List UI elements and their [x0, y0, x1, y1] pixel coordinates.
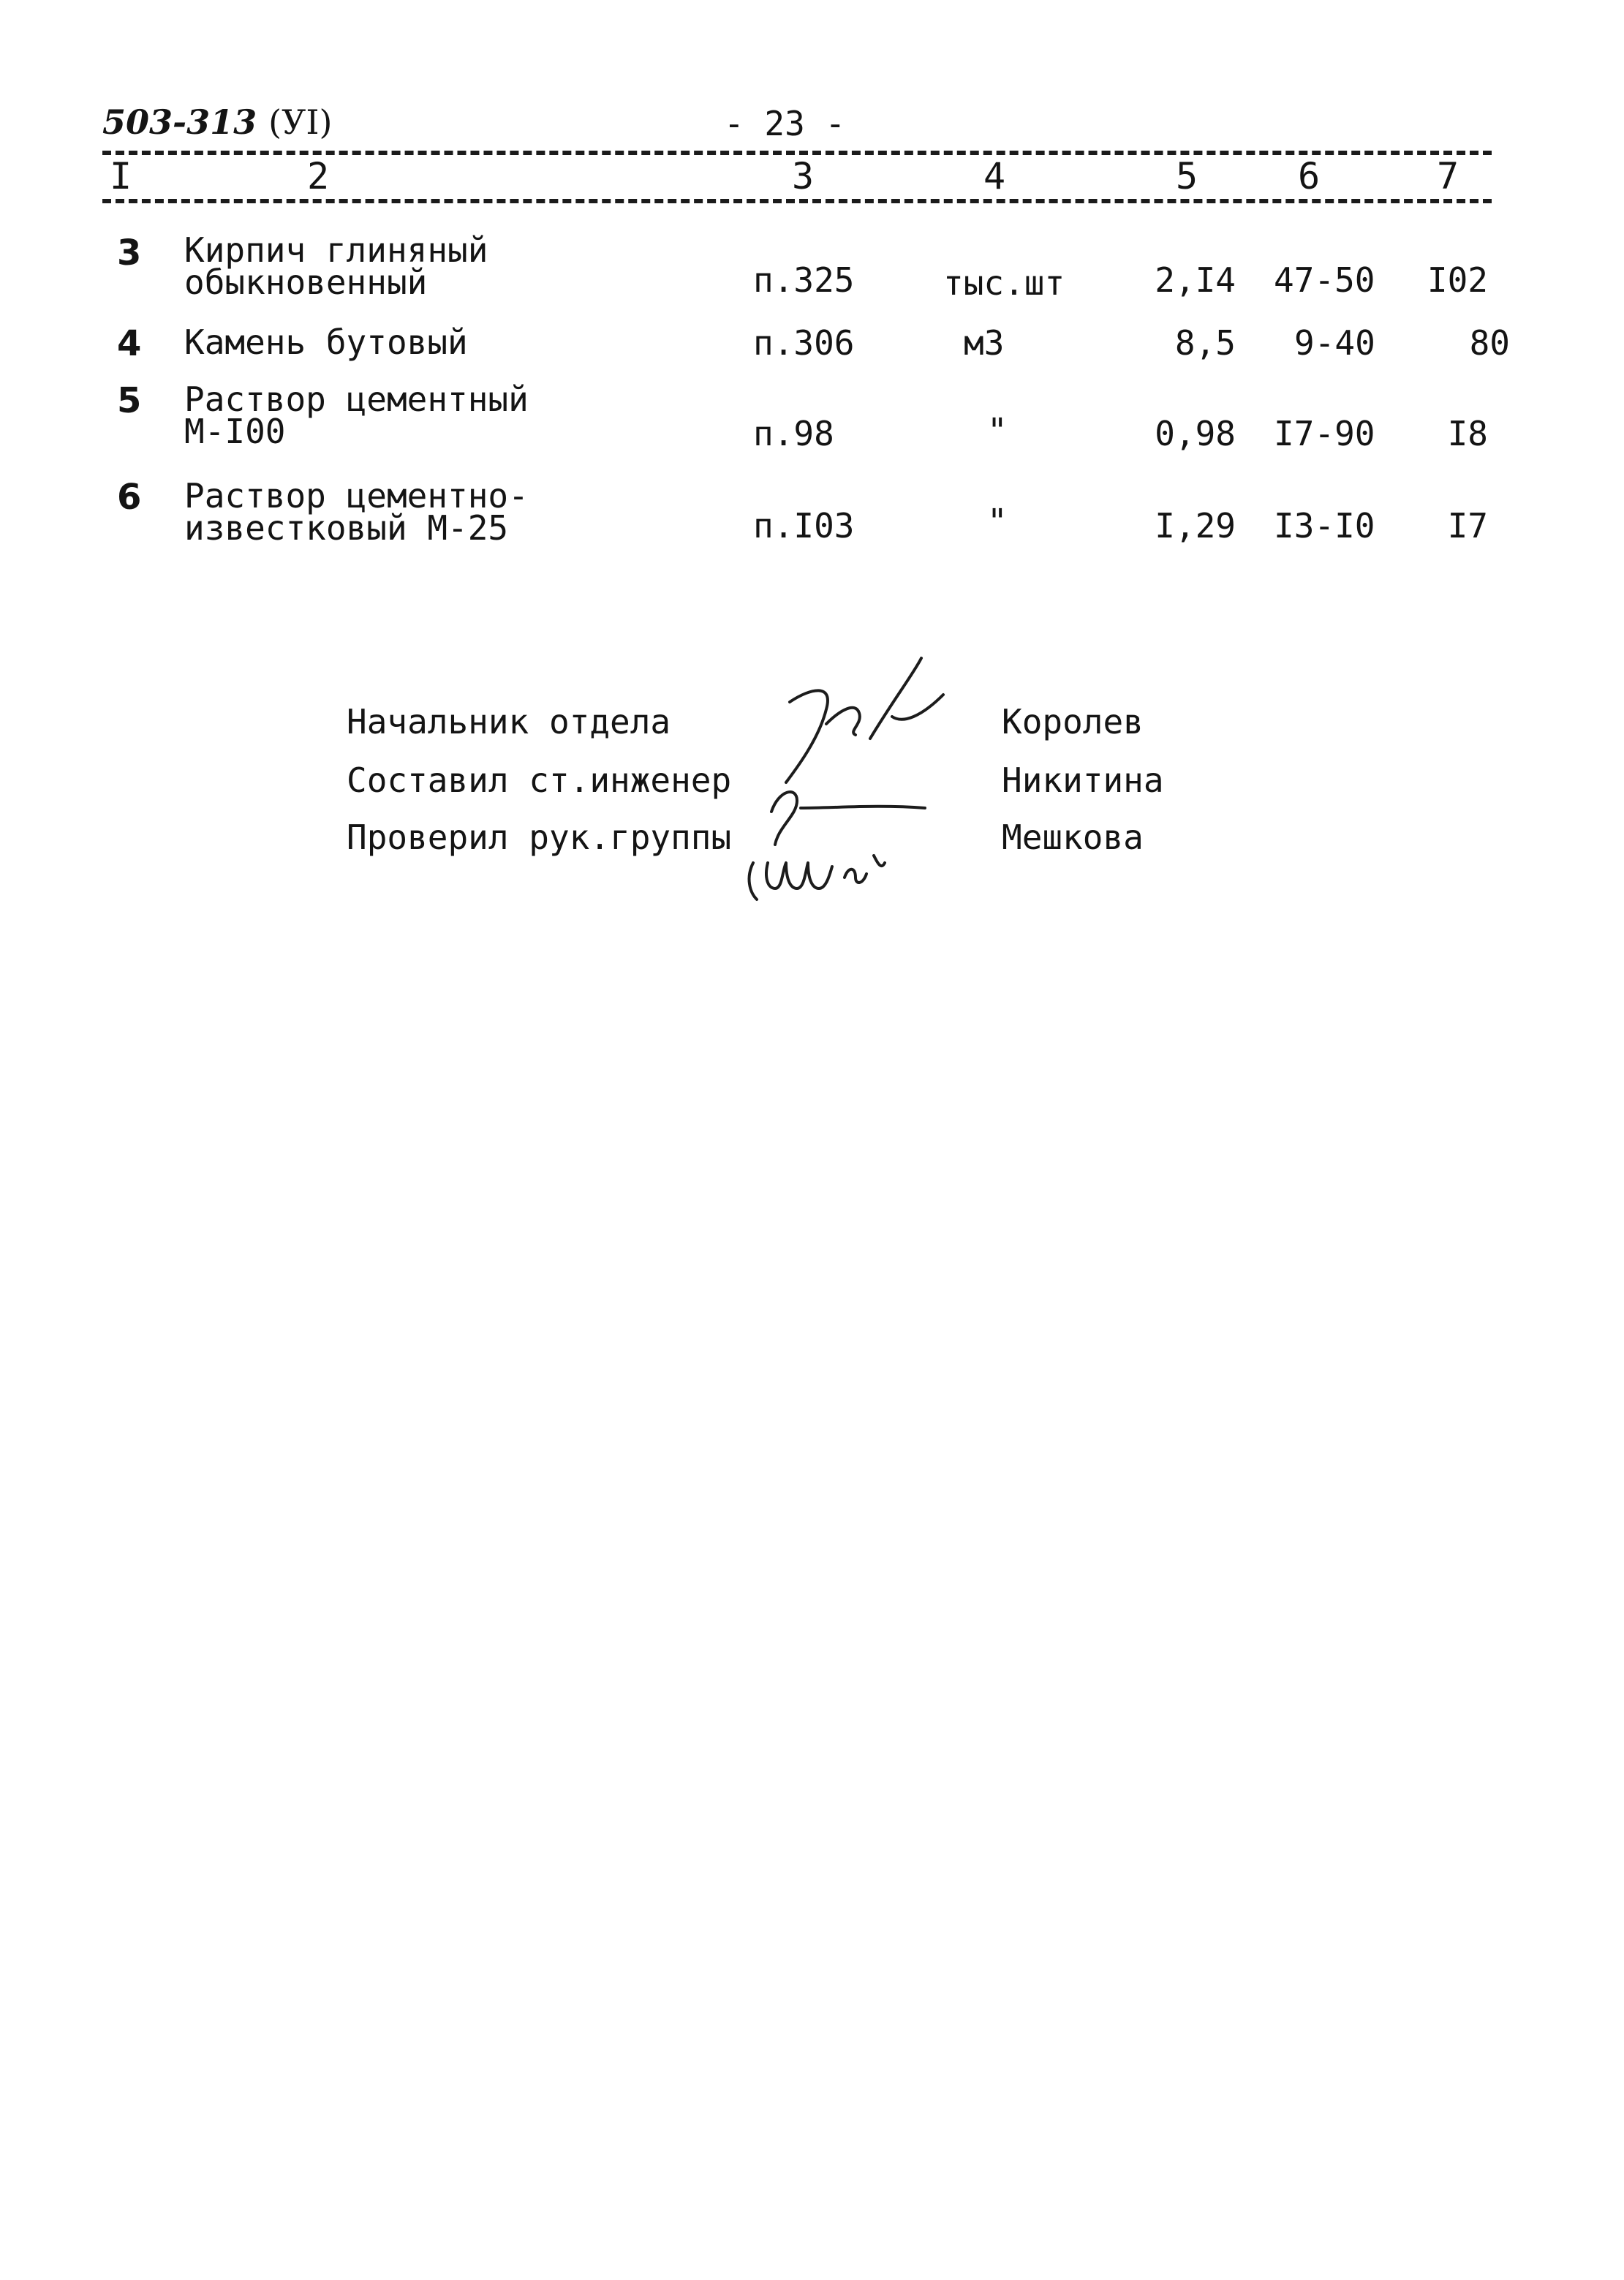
handwritten-signatures [746, 643, 1009, 907]
row-unit: м3 [964, 323, 1005, 363]
description-line: обыкновенный [184, 263, 428, 302]
row-quantity: 8,5 [1174, 323, 1236, 363]
column-header-4: 4 [983, 155, 1006, 197]
document-code [102, 102, 332, 142]
row-number: 5 [117, 380, 142, 421]
row-quantity: 2,I4 [1155, 260, 1236, 300]
row-reference: п.325 [753, 260, 855, 300]
row-total: I7 [1447, 506, 1488, 546]
page-number: - 23 - [724, 104, 846, 143]
row-number: 6 [117, 477, 142, 518]
column-header-3: 3 [792, 155, 815, 197]
row-description [184, 322, 468, 362]
signature-name: Мешкова [1002, 818, 1144, 857]
signature-role: Проверил рук.группы [347, 818, 732, 857]
row-unit-price: 9-40 [1294, 323, 1375, 363]
column-header-5: 5 [1176, 155, 1198, 197]
description-line: Кирпич глиняный [184, 230, 488, 270]
signature-role: Начальник отдела [347, 702, 671, 741]
row-unit: " [987, 502, 1008, 541]
description-line: Раствор цементно- [184, 476, 529, 516]
document-code-number: 503-313 [102, 102, 257, 142]
signature-name: Королев [1002, 702, 1144, 741]
row-total: I02 [1427, 260, 1488, 300]
row-quantity: 0,98 [1155, 414, 1236, 453]
row-unit-price: I7-90 [1274, 414, 1375, 453]
column-header-2: 2 [307, 155, 330, 197]
row-unit: тыс.шт [943, 263, 1065, 303]
row-reference: п.98 [753, 414, 834, 453]
description-line: известковый М-25 [184, 508, 509, 548]
signature-role: Составил ст.инженер [347, 760, 732, 800]
row-unit: " [987, 411, 1008, 450]
header-bottom-rule [102, 199, 1492, 203]
row-unit-price: 47-50 [1274, 260, 1375, 300]
description-line: Раствор цементный [184, 380, 529, 419]
description-line: Камень бутовый [184, 322, 468, 362]
description-line: М-I00 [184, 412, 286, 451]
document-code-suffix: (УI) [268, 102, 333, 142]
row-unit-price: I3-I0 [1274, 506, 1375, 546]
signature-name: Никитина [1002, 760, 1164, 800]
row-description [184, 380, 529, 451]
column-header-1: I [110, 155, 132, 197]
column-header-7: 7 [1437, 155, 1459, 197]
row-total: 80 [1469, 323, 1510, 363]
row-number: 4 [117, 323, 142, 364]
row-total: I8 [1447, 414, 1488, 453]
row-reference: п.306 [753, 323, 855, 363]
row-quantity: I,29 [1155, 506, 1236, 546]
row-description [184, 476, 529, 548]
column-header-6: 6 [1298, 155, 1321, 197]
row-reference: п.I03 [753, 506, 855, 546]
row-number: 3 [117, 233, 142, 273]
row-description [184, 230, 488, 302]
